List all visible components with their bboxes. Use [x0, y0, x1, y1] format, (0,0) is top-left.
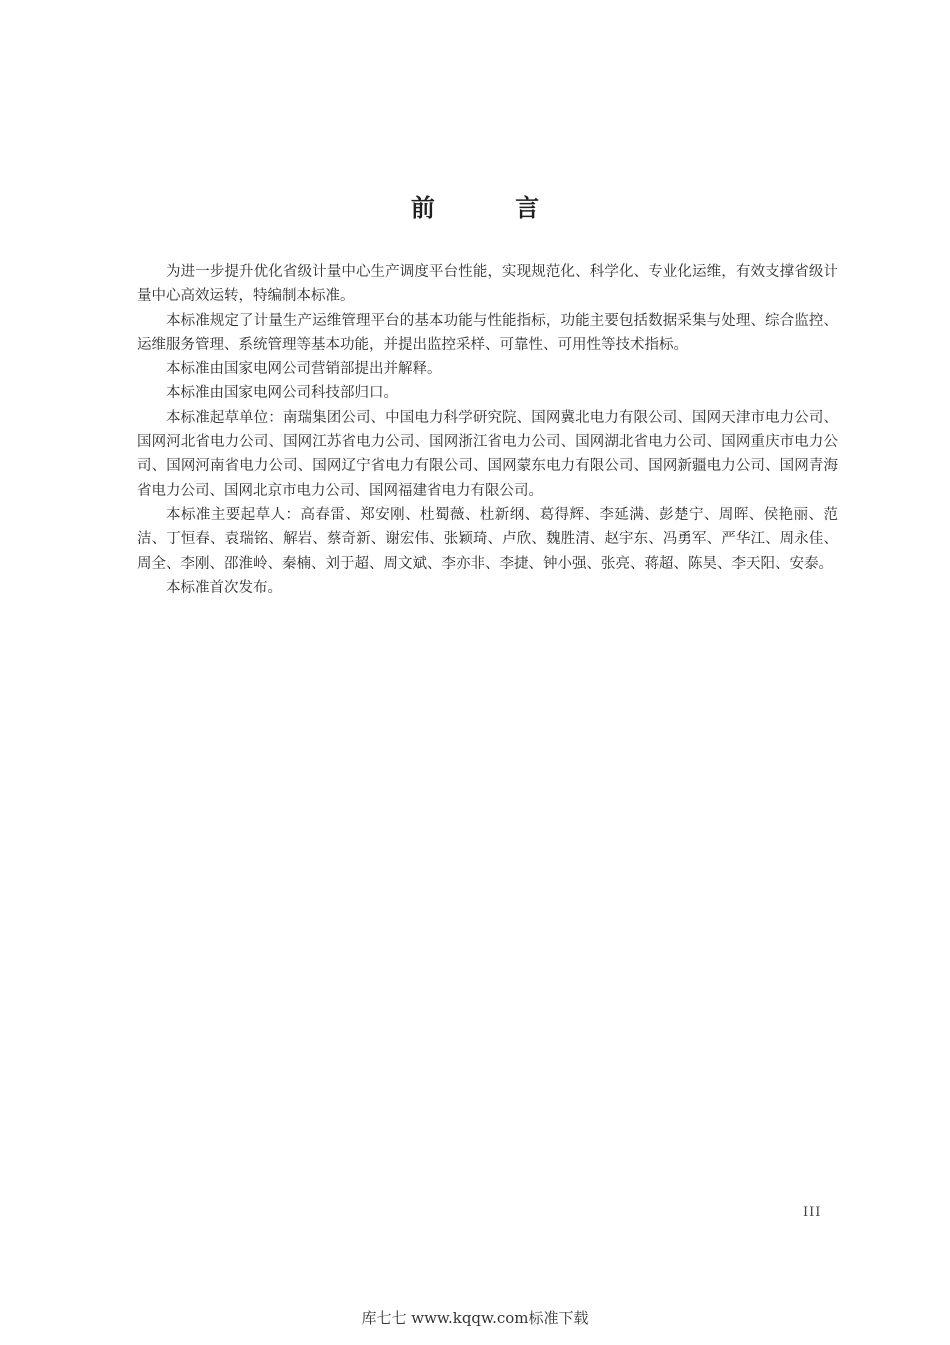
page-title: 前 言 — [410, 194, 576, 222]
paragraph-first-release: 本标准首次发布。 — [166, 579, 282, 596]
paragraph-scope: 本标准规定了计量生产运维管理平台的基本功能与性能指标，功能主要包括数据采集与处理、综合监控、运维服务管理、系统管理等基本功能，并提出监控采样、可靠性、可用性等技术指标。 — [137, 312, 838, 353]
paragraph-drafters: 本标准主要起草人：高春雷、郑安刚、杜蜀薇、杜新纲、葛得辉、李延满、彭楚宁、周晖、侯艳丽、范洁、丁恒春、袁瑞铭、解岩、蔡奇新、谢宏伟、张颖琦、卢欣、魏胜清、赵宇东、冯勇军、严华江、周永佳、周全、李刚、邵淮岭、秦楠、刘于超、周文斌、李亦非、李捷、钟小强、张亮、蒋超、陈昊、李天阳、安泰。 — [137, 506, 838, 572]
paragraph-proposer: 本标准由国家电网公司营销部提出并解释。 — [166, 361, 442, 378]
paragraph-centralized-by: 本标准由国家电网公司科技部归口。 — [166, 385, 398, 402]
paragraph-purpose: 为进一步提升优化省级计量中心生产调度平台性能，实现规范化、科学化、专业化运维，有效支撑省级计量中心高效运转，特编制本标准。 — [137, 264, 838, 305]
paragraph-drafting-units: 本标准起草单位：南瑞集团公司、中国电力科学研究院、国网冀北电力有限公司、国网天津市电力公司、国网河北省电力公司、国网江苏省电力公司、国网浙江省电力公司、国网湖北省电力公司、国网重庆市电力公司、国网河南省电力公司、国网辽宁省电力有限公司、国网蒙东电力有限公司、国网新疆电力公司、国网青海省电力公司、国网北京市电力公司、国网福建省电力有限公司。 — [137, 409, 838, 499]
page-number: III — [803, 1205, 822, 1220]
footer-watermark: 库七七 www.kqqw.com标准下载 — [361, 1309, 589, 1327]
preface-body — [137, 260, 838, 600]
